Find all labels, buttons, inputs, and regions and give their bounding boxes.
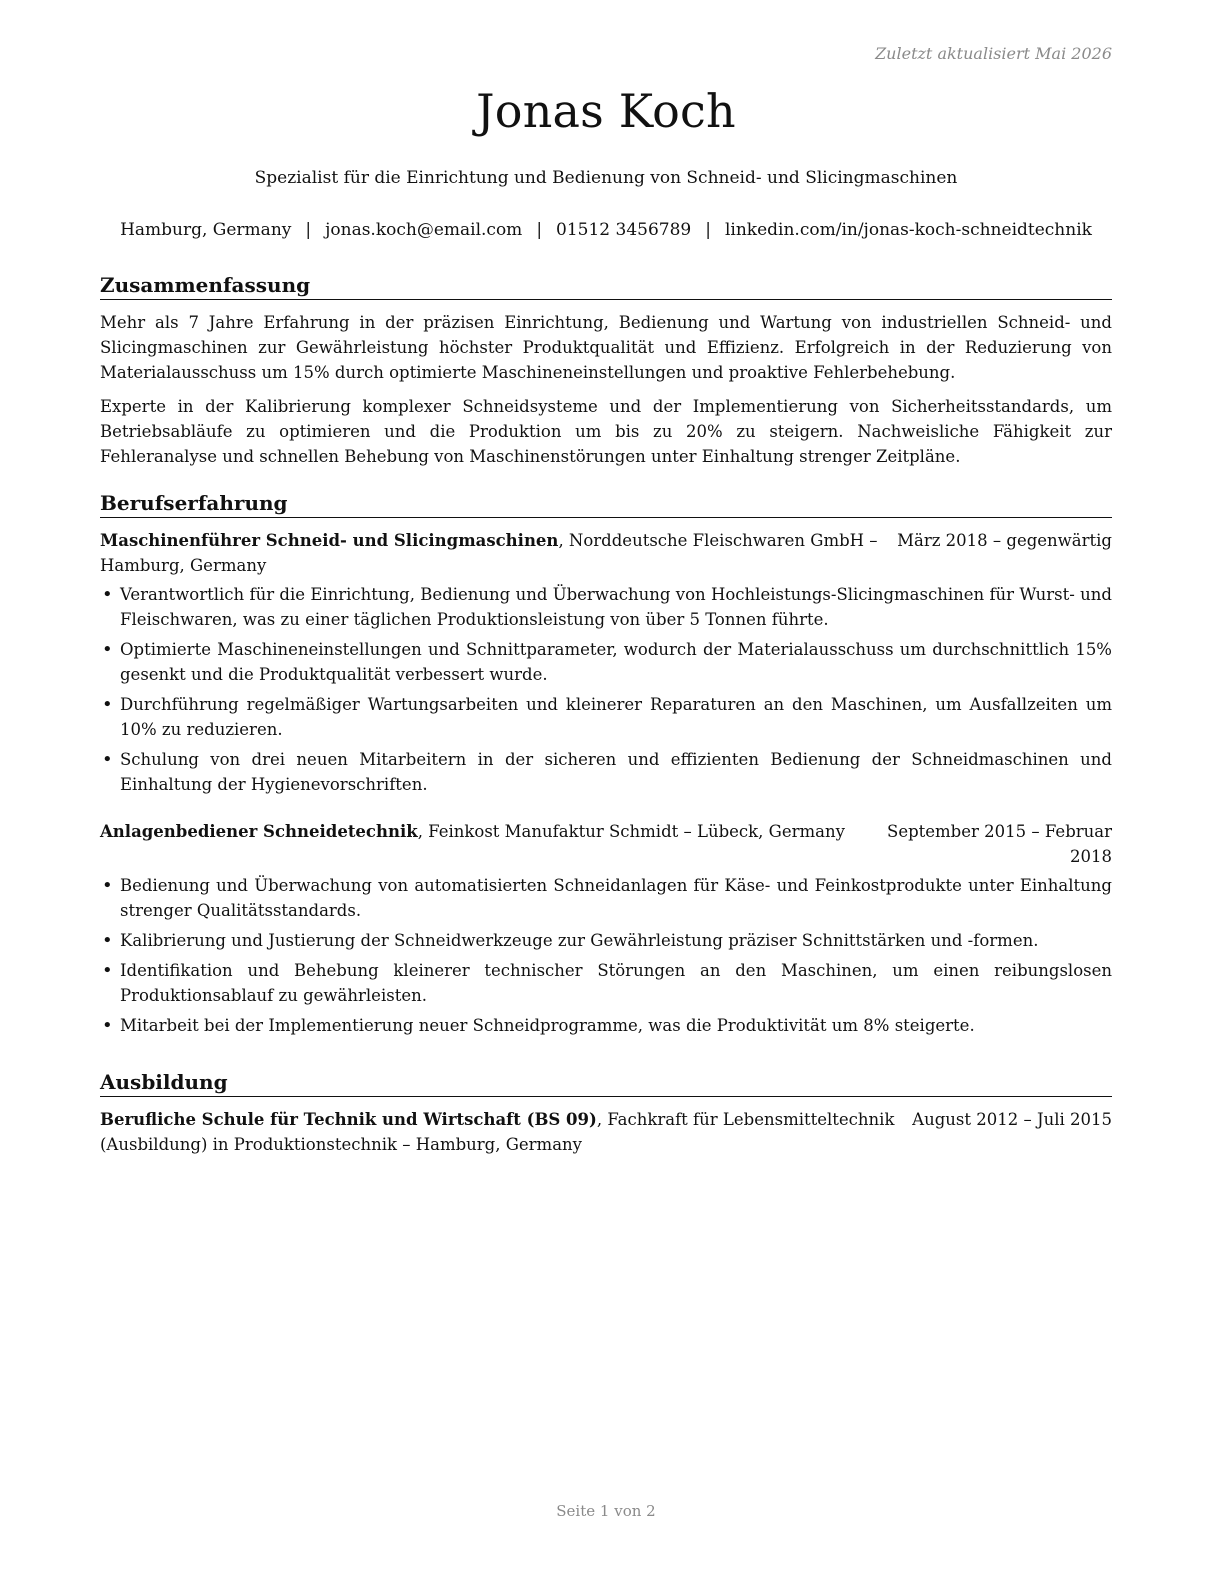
job-dates: September 2015 – Februar 2018: [887, 822, 1112, 866]
contact-location: Hamburg, Germany: [120, 220, 292, 240]
job-entry: [100, 819, 1112, 1038]
list-item: • Identifikation und Behebung kleinerer technischer Störungen an den Maschinen, um einen reibungslosen Produktionsablauf zu gewährleisten.: [100, 958, 1112, 1008]
candidate-name: Jonas Koch: [476, 84, 736, 138]
summary-section: [100, 272, 1112, 469]
list-item: • Kalibrierung und Justierung der Schneidwerkzeuge zur Gewährleistung präziser Schnittstärken und -formen.: [100, 928, 1112, 953]
experience-section: [100, 490, 1112, 1043]
list-item: • Schulung von drei neuen Mitarbeitern in der sicheren und effizienten Bedienung der Schneidmaschinen und Einhaltung der Hygienevorschriften.: [100, 747, 1112, 797]
education-details: , Fachkraft für Lebensmitteltechnik (Ausbildung) in Produktionstechnik – Hamburg, Germany: [100, 1110, 895, 1154]
job-bullets: [100, 873, 1112, 1038]
job-header: [100, 819, 1112, 869]
page-number: Seite 1 von 2: [556, 1502, 656, 1520]
job-role: Maschinenführer Schneid- und Slicingmaschinen: [100, 531, 559, 550]
resume-page: [100, 0, 1112, 1584]
education-header: [100, 1107, 1112, 1157]
list-item: • Mitarbeit bei der Implementierung neuer Schneidprogramme, was die Produktivität um 8% steigerte.: [100, 1013, 1112, 1038]
education-dates: August 2012 – Juli 2015: [912, 1110, 1112, 1129]
job-company: , Norddeutsche Fleischwaren GmbH – Hamburg, Germany: [100, 531, 878, 575]
education-school: Berufliche Schule für Technik und Wirtschaft (BS 09): [100, 1110, 597, 1129]
list-item: • Verantwortlich für die Einrichtung, Bedienung und Überwachung von Hochleistungs-Slicingmaschinen für Wurst- und Fleischwaren, was zu einer täglichen Produktionsleistung von über 5 Tonnen führte.: [100, 582, 1112, 632]
job-title-line: [100, 528, 897, 578]
contact-separator: |: [705, 220, 711, 240]
education-entry: [100, 1107, 1112, 1157]
summary-paragraph: Experte in der Kalibrierung komplexer Schneidsysteme und der Implementierung von Sicherheitsstandards, um Betriebsabläufe zu optimieren und die Produktion um bis zu 20% zu steigern. Nachweisliche Fähigkeit zur Fehleranalyse und schnellen Behebung von Maschinenstörungen unter Einhaltung strenger Zeitpläne.: [100, 397, 1112, 466]
job-bullets: [100, 582, 1112, 797]
education-title-line: [100, 1107, 912, 1157]
summary-paragraph: Mehr als 7 Jahre Erfahrung in der präzisen Einrichtung, Bedienung und Wartung von industriellen Schneid- und Slicingmaschinen zur Gewährleistung höchster Produktqualität und Effizienz. Erfolgreich in der Reduzierung von Materialausschuss um 15% durch optimierte Maschineneinstellungen und proaktive Fehlerbehebung.: [100, 313, 1112, 382]
contact-linkedin[interactable]: linkedin.com/in/jonas-koch-schneidtechnik: [724, 220, 1092, 240]
section-title-education: Ausbildung: [100, 1069, 1112, 1097]
contact-separator: |: [305, 220, 312, 240]
job-title-line: [100, 819, 872, 844]
contact-email[interactable]: jonas.koch@email.com: [325, 220, 523, 240]
job-role: Anlagenbediener Schneidetechnik: [100, 822, 418, 841]
job-company: , Feinkost Manufaktur Schmidt – Lübeck, Germany: [417, 822, 845, 841]
education-section: [100, 1069, 1112, 1157]
job-header: [100, 528, 1112, 578]
contact-phone[interactable]: 01512 3456789: [556, 220, 692, 240]
section-title-experience: Berufserfahrung: [100, 490, 1112, 518]
contact-line: [88, 220, 1124, 240]
list-item: • Optimierte Maschineneinstellungen und Schnittparameter, wodurch der Materialausschuss um durchschnittlich 15% gesenkt und die Produktqualität verbessert wurde.: [100, 637, 1112, 687]
job-entry: [100, 528, 1112, 797]
job-dates: März 2018 – gegenwärtig: [897, 531, 1112, 550]
contact-separator: |: [536, 220, 543, 240]
list-item: • Bedienung und Überwachung von automatisierten Schneidanlagen für Käse- und Feinkostprodukte unter Einhaltung strenger Qualitätsstandards.: [100, 873, 1112, 923]
last-updated: Zuletzt aktualisiert Mai 2026: [875, 44, 1112, 63]
list-item: • Durchführung regelmäßiger Wartungsarbeiten und kleinerer Reparaturen an den Maschinen, um Ausfallzeiten um 10% zu reduzieren.: [100, 692, 1112, 742]
headline: Spezialist für die Einrichtung und Bedienung von Schneid- und Slicingmaschinen: [254, 168, 958, 188]
section-title-summary: Zusammenfassung: [100, 272, 1112, 300]
